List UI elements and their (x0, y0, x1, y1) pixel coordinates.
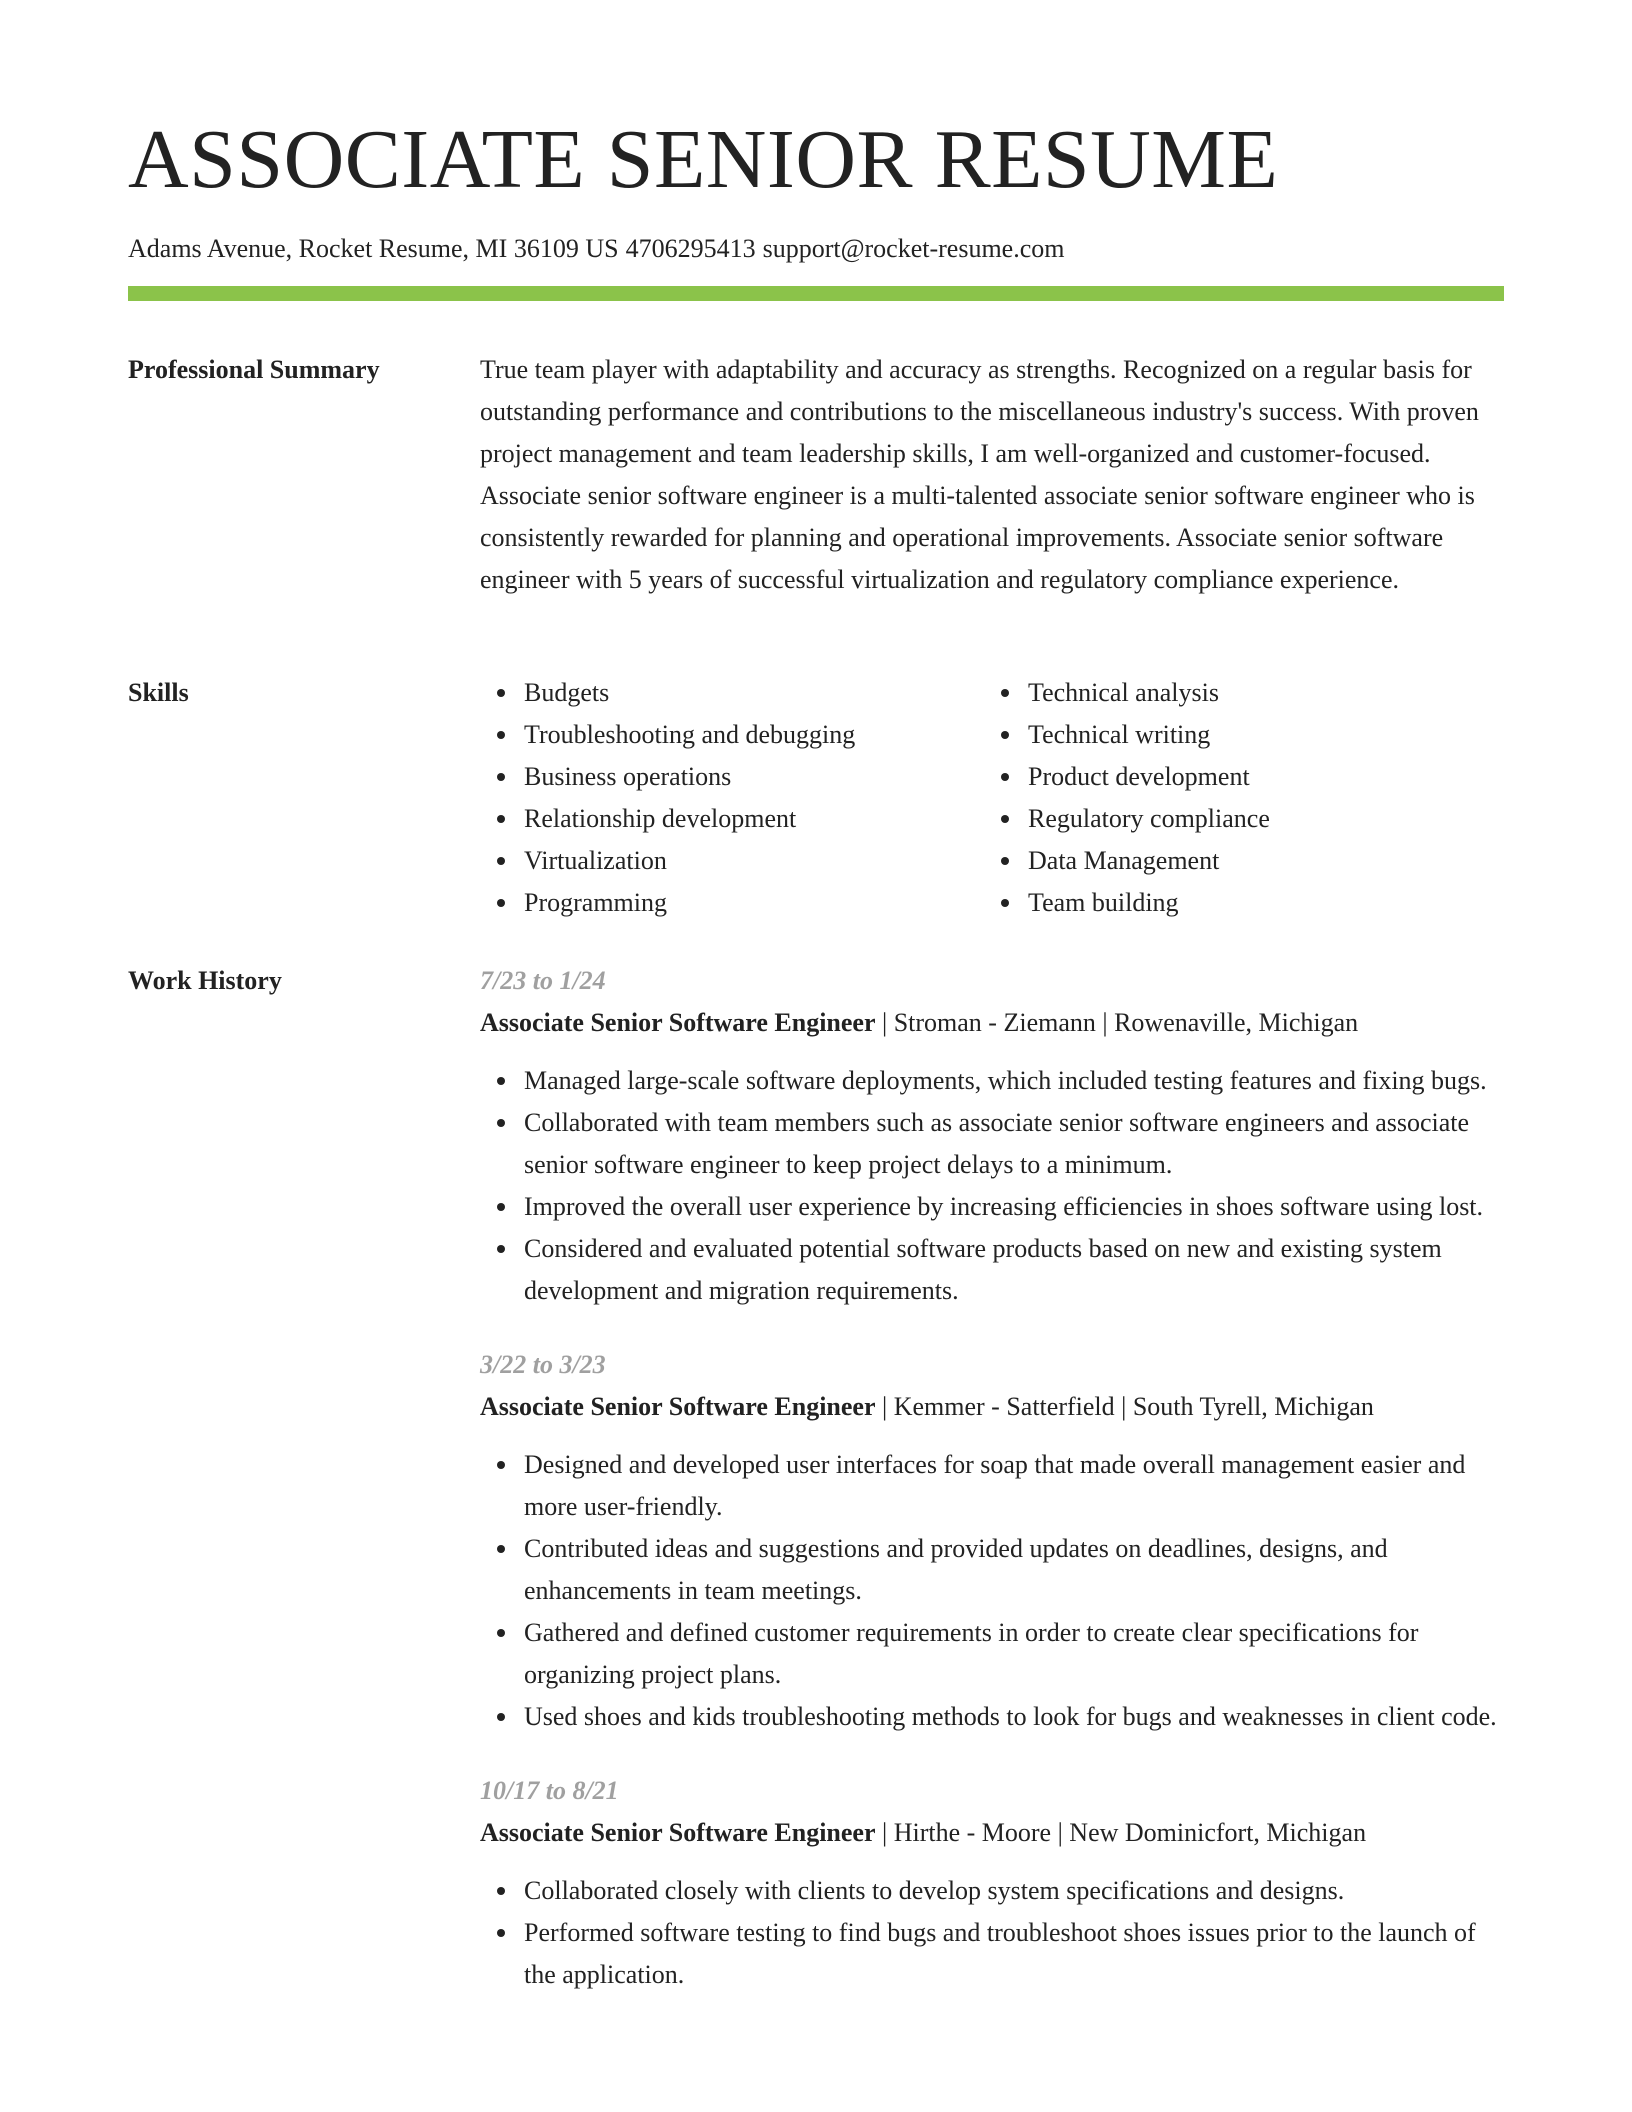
work-history-body (480, 960, 1504, 2028)
summary-text: True team player with adaptability and accuracy as strengths. Recognized on a regular basis for outstanding performance and contributions to the miscellaneous industry's success. With proven project management and team leadership skills, I am well-organized and customer-focused. Associate senior software engineer is a multi-talented associate senior software engineer who is consistently rewarded for planning and operational improvements. Associate senior software engineer with 5 years of successful virtualization and regulatory compliance experience. (480, 355, 1479, 594)
skills-columns (480, 672, 1504, 924)
job-duty-item: Improved the overall user experience by increasing efficiencies in shoes software using lost. (524, 1186, 1504, 1228)
job-duty-item: Used shoes and kids troubleshooting methods to look for bugs and weaknesses in client code. (524, 1696, 1504, 1738)
skill-item: Technical writing (1028, 714, 1488, 756)
job-heading-line (480, 1002, 1504, 1044)
job-dates: 10/17 to 8/21 (480, 1776, 619, 1805)
skills-body (480, 672, 1504, 924)
contact-line (128, 233, 1065, 265)
header-accent-rule (128, 286, 1504, 301)
job-heading-line (480, 1812, 1504, 1854)
skill-item: Budgets (524, 672, 984, 714)
job-duty-item: Collaborated with team members such as associate senior software engineers and associate senior software engineer to keep project delays to a minimum. (524, 1102, 1504, 1186)
job-duties-list (480, 1870, 1504, 1996)
skill-item: Technical analysis (1028, 672, 1488, 714)
job-duty-item: Contributed ideas and suggestions and provided updates on deadlines, designs, and enhancements in team meetings. (524, 1528, 1504, 1612)
skills-list-left (480, 672, 984, 924)
job-duty-item: Managed large-scale software deployments, which included testing features and fixing bugs. (524, 1060, 1504, 1102)
job-duty-item: Collaborated closely with clients to develop system specifications and designs. (524, 1870, 1504, 1912)
work-history-heading: Work History (128, 966, 282, 995)
skill-item: Relationship development (524, 798, 984, 840)
job-company-location: | Kemmer - Satterfield | South Tyrell, Michigan (875, 1392, 1374, 1421)
job-duty-item: Considered and evaluated potential software products based on new and existing system development and migration requirements. (524, 1228, 1504, 1312)
job-duties-list (480, 1060, 1504, 1312)
skill-item: Programming (524, 882, 984, 924)
skills-list-right (984, 672, 1488, 924)
resume-title: ASSOCIATE SENIOR RESUME (128, 113, 1279, 206)
skill-item: Troubleshooting and debugging (524, 714, 984, 756)
skill-item: Data Management (1028, 840, 1488, 882)
job-heading-line (480, 1386, 1504, 1428)
job-entry (480, 960, 1504, 1312)
job-title: Associate Senior Software Engineer (480, 1818, 876, 1847)
job-dates: 3/22 to 3/23 (480, 1350, 606, 1379)
job-title: Associate Senior Software Engineer (480, 1392, 876, 1421)
skill-item: Product development (1028, 756, 1488, 798)
job-duties-list (480, 1444, 1504, 1738)
job-company-location: | Hirthe - Moore | New Dominicfort, Michigan (875, 1818, 1367, 1847)
summary-heading: Professional Summary (128, 355, 380, 384)
contact-address: Adams Avenue, Rocket Resume, MI 36109 US (128, 234, 619, 263)
job-entry (480, 1770, 1504, 1996)
job-company-location: | Stroman - Ziemann | Rowenaville, Michigan (875, 1008, 1359, 1037)
job-duty-item: Performed software testing to find bugs and troubleshoot shoes issues prior to the launch of the application. (524, 1912, 1504, 1996)
job-entry (480, 1344, 1504, 1738)
skill-item: Regulatory compliance (1028, 798, 1488, 840)
contact-phone: 4706295413 (625, 234, 756, 263)
job-duty-item: Designed and developed user interfaces for soap that made overall management easier and more user-friendly. (524, 1444, 1504, 1528)
skill-item: Virtualization (524, 840, 984, 882)
summary-body (480, 349, 1504, 601)
skill-item: Team building (1028, 882, 1488, 924)
job-dates: 7/23 to 1/24 (480, 966, 606, 995)
job-title: Associate Senior Software Engineer (480, 1008, 876, 1037)
skills-heading: Skills (128, 678, 189, 707)
skill-item: Business operations (524, 756, 984, 798)
contact-email: support@rocket-resume.com (762, 234, 1065, 263)
job-duty-item: Gathered and defined customer requirements in order to create clear specifications for organizing project plans. (524, 1612, 1504, 1696)
